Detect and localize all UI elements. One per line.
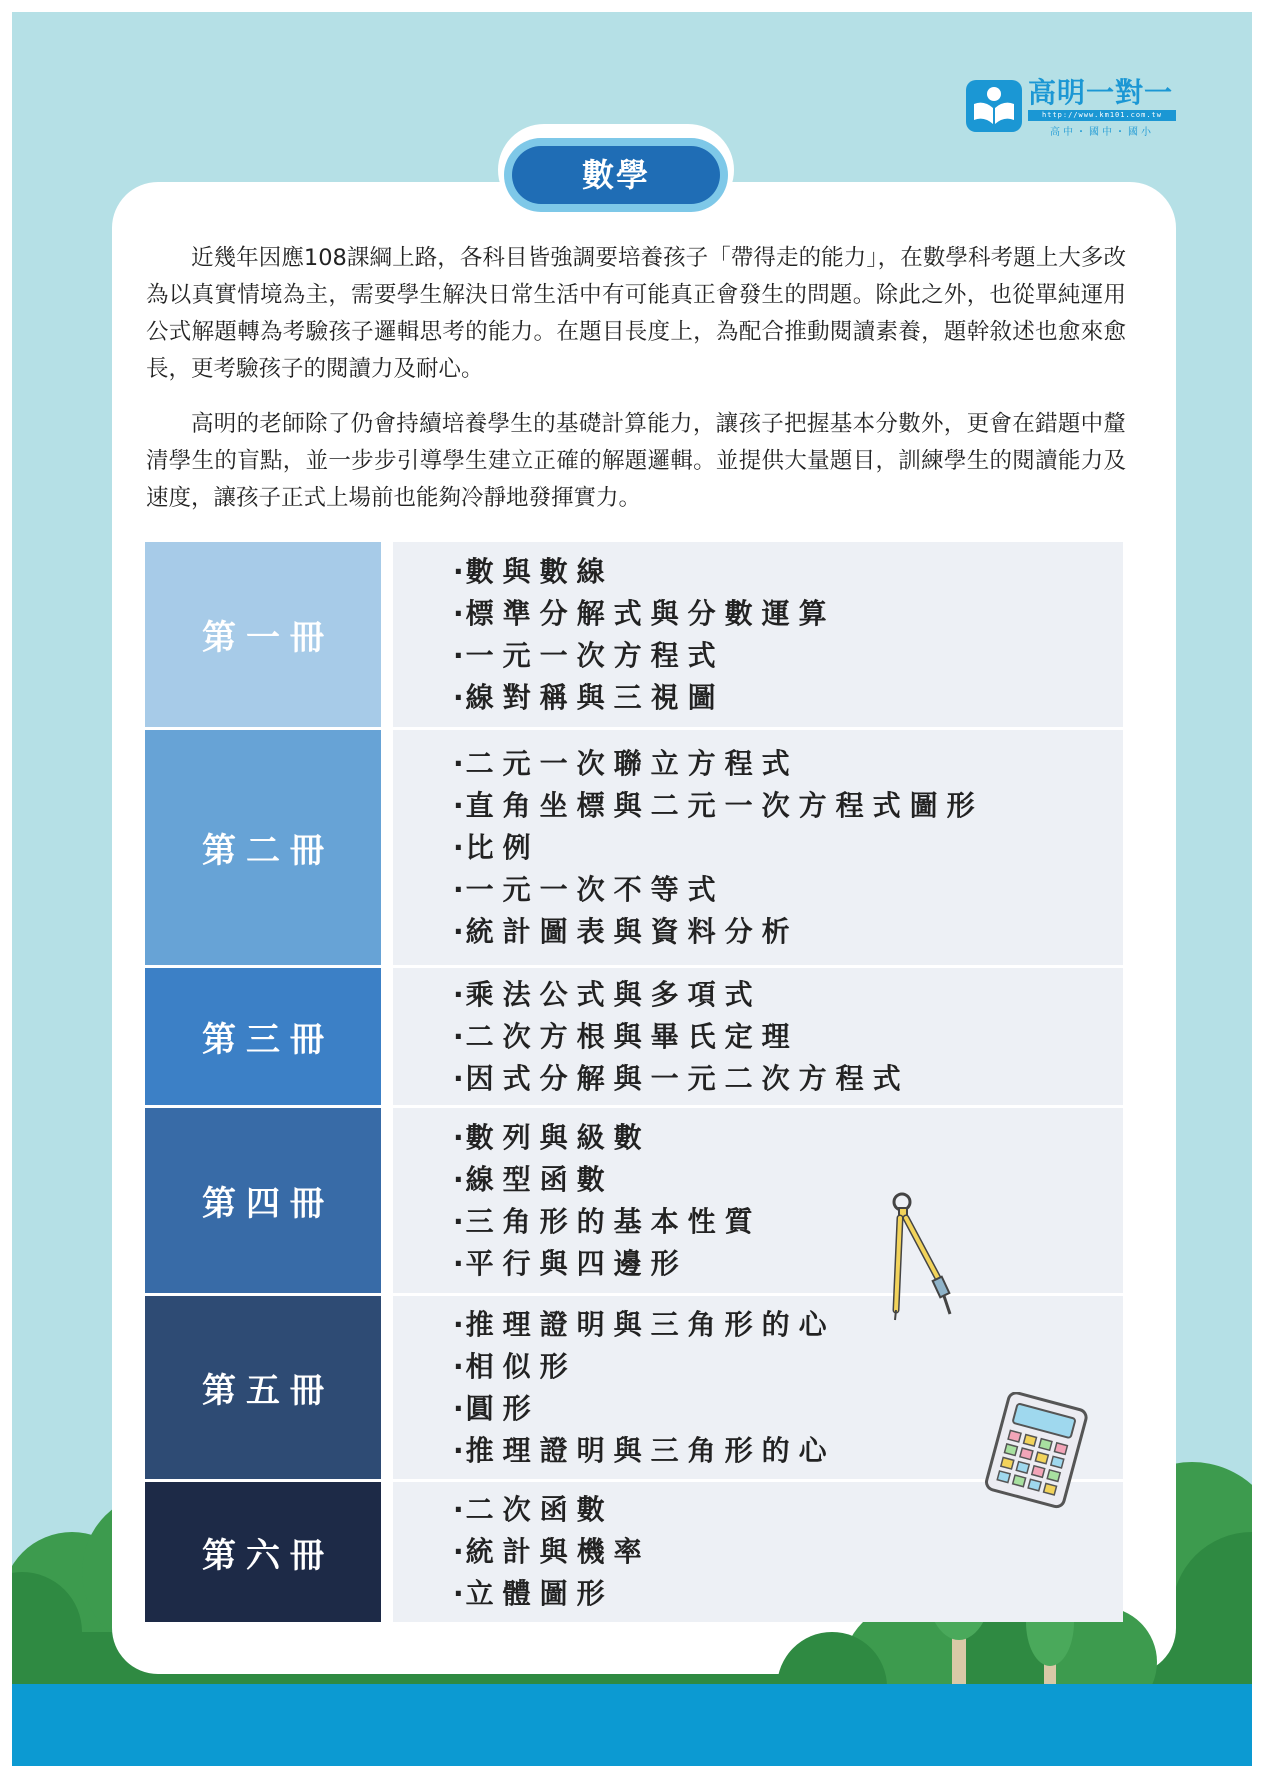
logo-levels: 高中・國中・國小 <box>1050 127 1154 138</box>
volume-label: 第四冊 <box>145 1108 381 1293</box>
intro-paragraph-1: 近幾年因應108課綱上路，各科目皆強調要培養孩子「帶得走的能力」，在數學科考題上大多改為以真實情境為主，需要學生解決日常生活中有可能真正會發生的問題。除此之外，也從單純運用公式解題轉為考驗孩子邏輯思考的能力。在題目長度上，為配合推動閱讀素養，題幹敘述也愈來愈長，更考驗孩子的閱讀力及耐心。 <box>146 245 1126 382</box>
topic-item: · 直角坐標與二元一次方程式圖形 <box>453 785 1123 827</box>
book-person-icon <box>966 80 1022 132</box>
page-title: 數學 <box>512 146 720 204</box>
volume-label: 第六冊 <box>145 1482 381 1622</box>
volume-label: 第二冊 <box>145 730 381 965</box>
volume-divider <box>381 730 393 965</box>
topic-item: · 圓形 <box>453 1388 1123 1430</box>
topic-item: · 二次函數 <box>453 1489 1123 1531</box>
logo-name: 高明一對一 <box>1028 76 1174 109</box>
intro-text <box>146 240 1126 535</box>
volume-row <box>145 968 1123 1108</box>
topic-item: · 三角形的基本性質 <box>453 1201 1123 1243</box>
topic-item: · 線對稱與三視圖 <box>453 677 1123 719</box>
volume-row <box>145 1482 1123 1622</box>
brand-logo <box>966 78 1186 138</box>
volume-topics <box>393 968 1123 1105</box>
topic-item: · 立體圖形 <box>453 1573 1123 1615</box>
volume-row <box>145 1108 1123 1296</box>
topic-item: · 二元一次聯立方程式 <box>453 743 1123 785</box>
volume-row <box>145 730 1123 968</box>
topic-item: · 比例 <box>453 827 1123 869</box>
topic-item: · 標準分解式與分數運算 <box>453 593 1123 635</box>
volume-label: 第三冊 <box>145 968 381 1105</box>
topic-item: · 一元一次不等式 <box>453 869 1123 911</box>
volume-label: 第一冊 <box>145 542 381 727</box>
topic-item: · 推理證明與三角形的心 <box>453 1430 1123 1472</box>
calculator-icon <box>982 1392 1092 1510</box>
topic-item: · 乘法公式與多項式 <box>453 974 1123 1016</box>
topic-item: · 相似形 <box>453 1346 1123 1388</box>
topic-item: · 統計與機率 <box>453 1531 1123 1573</box>
topic-item: · 因式分解與一元二次方程式 <box>453 1058 1123 1100</box>
volume-divider <box>381 968 393 1105</box>
topic-item: · 一元一次方程式 <box>453 635 1123 677</box>
volume-row <box>145 1296 1123 1482</box>
volume-topics <box>393 730 1123 965</box>
volume-divider <box>381 1482 393 1622</box>
topic-item: · 數與數線 <box>453 551 1123 593</box>
volume-label: 第五冊 <box>145 1296 381 1479</box>
volume-table <box>145 542 1123 1622</box>
logo-url: http://www.km101.com.tw <box>1028 110 1176 121</box>
volume-divider <box>381 542 393 727</box>
topic-item: · 平行與四邊形 <box>453 1243 1123 1285</box>
topic-item: · 線型函數 <box>453 1159 1123 1201</box>
volume-row <box>145 542 1123 730</box>
intro-paragraph-2: 高明的老師除了仍會持續培養學生的基礎計算能力，讓孩子把握基本分數外，更會在錯題中釐清學生的盲點，並一步步引導學生建立正確的解題邏輯。並提供大量題目，訓練學生的閱讀能力及速度，讓孩子正式上場前也能夠冷靜地發揮實力。 <box>146 411 1126 511</box>
volume-divider <box>381 1296 393 1479</box>
compass-icon <box>880 1192 960 1322</box>
volume-topics <box>393 1108 1123 1293</box>
topic-item: · 數列與級數 <box>453 1117 1123 1159</box>
topic-item: · 推理證明與三角形的心 <box>453 1304 1123 1346</box>
volume-topics <box>393 542 1123 727</box>
volume-divider <box>381 1108 393 1293</box>
topic-item: · 二次方根與畢氏定理 <box>453 1016 1123 1058</box>
topic-item: · 統計圖表與資料分析 <box>453 911 1123 953</box>
